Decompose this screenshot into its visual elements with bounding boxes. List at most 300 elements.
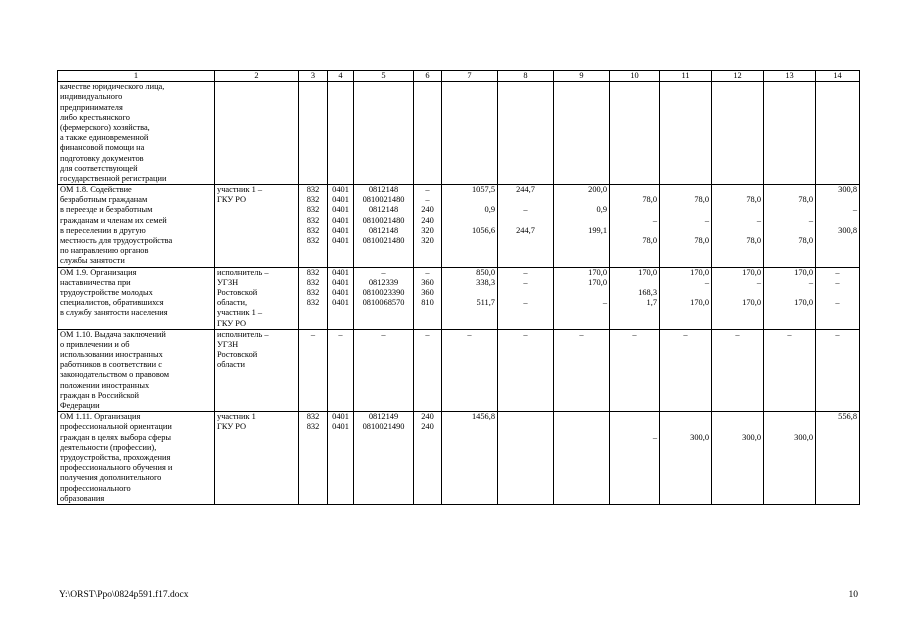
cell-line: использовании иностранных [60,350,163,360]
cell-line: исполнитель – [217,267,269,277]
cell-line: ОМ 1.10. Выдача заключений [60,329,166,339]
table-cell [215,185,299,268]
table-cell [58,185,215,268]
cell-line [444,216,495,226]
cell-line: 0401 [332,412,349,422]
table-cell [712,267,764,329]
table-cell [816,412,860,505]
cell-line: 832 [306,205,320,215]
cell-line: 78,0 [746,195,761,205]
cell-line: 320 [421,225,434,235]
cell-line [444,422,495,432]
cell-line: 0812149 [368,412,399,422]
cell-line: 0810021490 [362,422,405,432]
table-cell [299,82,328,185]
table-row [58,267,860,329]
cell-line: службы занятости [60,256,125,266]
cell-line: деятельности (профессии), [60,442,157,452]
cell-line: 0401 [332,236,349,246]
table-cell [328,412,354,505]
cell-line: – [704,277,709,287]
cell-line: 0,9 [596,205,607,215]
table-cell [354,185,414,268]
cell-line: – [808,215,813,225]
cell-line: ГКУ РО [217,422,247,432]
cell-line: области, [217,298,248,308]
cell-line: – [310,329,316,339]
cell-line: – [835,277,840,287]
file-path: Y:\ORST\Ppo\0824p591.f17.docx [59,590,189,600]
cell-line: – [338,329,343,339]
cell-line: – [425,185,430,195]
cell-line: 320 [421,236,434,246]
cell-line: 810 [421,298,434,308]
cell-line: 170,0 [690,298,709,308]
cell-line: Ростовской [217,287,258,297]
cell-line [556,216,607,226]
cell-line: – [467,329,472,339]
cell-line: 0401 [332,298,349,308]
cell-line: – [704,215,709,225]
table-cell [442,329,498,412]
cell-line: ОМ 1.8. Содействие [60,185,132,195]
cell-line: 0401 [332,185,349,195]
cell-line: 170,0 [794,267,813,277]
column-header: 11 [660,71,712,82]
cell-line: 832 [306,422,320,432]
cell-line: 1,7 [646,298,657,308]
cell-line [766,288,813,298]
cell-line: наставничества при [60,277,131,287]
cell-line [612,185,657,195]
cell-line: 832 [306,267,320,277]
cell-line [766,205,813,215]
cell-line: 300,8 [838,185,857,195]
cell-line: – [523,205,528,215]
table-cell [610,412,660,505]
cell-line: – [425,329,430,339]
table-cell [610,267,660,329]
cell-line: 1057,5 [471,185,495,195]
cell-line: трудоустройстве молодых [60,287,153,297]
cell-line: 832 [306,225,320,235]
table-cell [414,412,442,505]
table-cell [816,82,860,185]
cell-line: 0401 [332,215,349,225]
table-cell [414,329,442,412]
cell-line: 511,7 [476,298,495,308]
cell-line: финансовой помощи на [60,143,145,153]
cell-line: по направлению органов [60,246,149,256]
cell-line: 78,0 [694,236,709,246]
table-cell [414,185,442,268]
cell-line [500,216,551,226]
header-row [58,71,860,82]
cell-line: 170,0 [742,298,761,308]
table-cell [58,82,215,185]
cell-line [714,422,761,432]
cell-line [612,226,657,236]
cell-line [662,412,709,422]
cell-line: гражданам и членам их семей [60,215,167,225]
table-cell [660,412,712,505]
cell-line: исполнитель – [217,329,269,339]
cell-line: местность для трудоустройства [60,236,173,246]
table-cell [414,267,442,329]
cell-line: 360 [421,287,434,297]
cell-line: подготовку документов [60,153,144,163]
cell-line: – [602,298,607,308]
table-cell [660,267,712,329]
column-header: 13 [764,71,816,82]
cell-line: 0810068570 [362,298,405,308]
table-cell [442,185,498,268]
cell-line: ОМ 1.11. Организация [60,412,141,422]
table-cell [498,82,554,185]
cell-line: 832 [306,287,320,297]
cell-line: – [835,267,840,277]
table-cell [554,412,610,505]
cell-line: участник 1 – [217,185,263,195]
cell-line: 78,0 [798,195,813,205]
cell-line: области [217,360,245,370]
cell-line: трудоустройства, прохождения [60,452,171,462]
cell-line: 0810021480 [362,215,405,225]
table-cell [816,185,860,268]
table-cell [354,267,414,329]
cell-line [500,288,551,298]
cell-line [444,288,495,298]
cell-line: – [756,215,761,225]
cell-line: – [425,195,430,205]
cell-line: граждан в Российской [60,390,140,400]
cell-line [612,412,657,422]
cell-line: (фермерского) хозяйства, [60,122,150,132]
cell-line: 170,0 [588,267,607,277]
cell-line: профессионального [60,483,131,493]
cell-line: – [835,298,840,308]
cell-line: 832 [306,215,320,225]
cell-line [766,226,813,236]
cell-line: 0401 [332,277,349,287]
table-cell [660,82,712,185]
cell-line: 240 [421,215,434,225]
cell-line: 1056,6 [471,225,495,235]
cell-line: ОМ 1.9. Организация [60,267,137,277]
cell-line: в переезде и безработным [60,205,153,215]
cell-line [818,288,857,298]
cell-line [818,236,857,246]
cell-line: – [808,277,813,287]
cell-line: 832 [306,185,320,195]
table-cell [610,329,660,412]
cell-line: УГЗН [217,277,239,287]
table-cell [554,267,610,329]
table-cell [442,82,498,185]
cell-line: 170,0 [638,267,657,277]
table-cell [554,82,610,185]
cell-line: 0401 [332,422,349,432]
table-cell [299,329,328,412]
cell-line: – [632,329,637,339]
cell-line [556,236,607,246]
cell-line: индивидуального [60,92,123,102]
cell-line: 0812148 [368,225,399,235]
table-cell [328,82,354,185]
table-cell [299,185,328,268]
cell-line [766,185,813,195]
cell-line: 170,0 [794,298,813,308]
cell-line: – [523,298,528,308]
cell-line: 244,7 [516,185,535,195]
cell-line [714,226,761,236]
table-cell [660,185,712,268]
column-header: 14 [816,71,860,82]
cell-line [612,278,657,288]
cell-line [662,226,709,236]
table-cell [215,329,299,412]
cell-line: – [683,329,688,339]
table-cell [58,267,215,329]
cell-line: – [579,329,584,339]
cell-line: 0812339 [368,277,399,287]
cell-line: – [523,277,528,287]
cell-line: работников в соответствии с [60,360,162,370]
cell-line: образования [60,493,105,503]
cell-line [500,236,551,246]
cell-line: 199,1 [588,225,607,235]
cell-line: – [787,329,792,339]
table-cell [328,185,354,268]
cell-line: 360 [421,277,434,287]
cell-line: Ростовской [217,350,258,360]
cell-line: 832 [306,277,320,287]
cell-line: – [381,329,386,339]
table-cell [712,185,764,268]
cell-line: граждан в целях выбора сферы [60,432,172,442]
cell-line: 0401 [332,225,349,235]
cell-line: 170,0 [588,277,607,287]
cell-line: ГКУ РО [217,195,247,205]
cell-line: – [756,277,761,287]
cell-line: предпринимателя [60,102,123,112]
cell-line [714,412,761,422]
cell-line: качестве юридического лица, [60,82,165,92]
cell-line: 338,3 [476,277,495,287]
column-header: 10 [610,71,660,82]
table-cell [442,412,498,505]
budget-table [57,70,860,505]
cell-line [612,422,657,432]
table-cell [712,412,764,505]
cell-line: 244,7 [516,225,535,235]
cell-line: профессиональной ориентации [60,422,172,432]
table-cell [215,412,299,505]
cell-line: 200,0 [588,185,607,195]
table-cell [498,412,554,505]
table-cell [816,267,860,329]
cell-line: 0810021480 [362,195,405,205]
cell-line: для соответствующей [60,163,138,173]
cell-line: участник 1 [217,412,256,422]
cell-line: 556,8 [838,412,857,422]
table-cell [764,412,816,505]
column-header: 4 [328,71,354,82]
table-cell [354,412,414,505]
table-cell [498,329,554,412]
cell-line: 1456,8 [471,412,495,422]
cell-line [714,288,761,298]
cell-line: 832 [306,195,320,205]
table-cell [764,267,816,329]
table-body [58,82,860,505]
cell-line [556,195,607,205]
column-header: 1 [58,71,215,82]
cell-line: 170,0 [742,267,761,277]
cell-line [818,216,857,226]
cell-line: 0810021480 [362,236,405,246]
table-cell [498,185,554,268]
cell-line: безработным гражданам [60,195,148,205]
column-header: 6 [414,71,442,82]
cell-line: – [835,329,840,339]
cell-line: 240 [421,205,434,215]
cell-line: – [652,215,657,225]
cell-line: 78,0 [642,236,657,246]
cell-line [818,195,857,205]
cell-line [662,205,709,215]
column-header: 8 [498,71,554,82]
table-cell [764,82,816,185]
cell-line: в переселении в другую [60,225,146,235]
cell-line: 170,0 [690,267,709,277]
cell-line: либо крестьянского [60,112,130,122]
cell-line [444,236,495,246]
cell-line: 240 [421,412,434,422]
cell-line: 78,0 [746,236,761,246]
table-row [58,185,860,268]
cell-line [766,422,813,432]
cell-line: а также единовременной [60,133,149,143]
table-cell [554,329,610,412]
cell-line: 0812148 [368,205,399,215]
cell-line: получения дополнительного [60,473,162,483]
cell-line: законодательством о правовом [60,370,170,380]
cell-line: – [652,432,657,442]
cell-line: Федерации [60,401,100,411]
table-cell [299,412,328,505]
cell-line: 78,0 [694,195,709,205]
table-cell [299,267,328,329]
column-header: 5 [354,71,414,82]
cell-line [662,422,709,432]
cell-line: профессионального обучения и [60,463,173,473]
table-cell [764,185,816,268]
table-cell [712,82,764,185]
table-cell [58,412,215,505]
cell-line: ГКУ РО [217,318,247,328]
cell-line [662,185,709,195]
cell-line: 300,8 [838,225,857,235]
table-cell [610,82,660,185]
cell-line: участник 1 – [217,308,263,318]
cell-line: 0401 [332,287,349,297]
table-cell [354,329,414,412]
column-header: 3 [299,71,328,82]
cell-line: 832 [306,236,320,246]
table-cell [414,82,442,185]
cell-line: 78,0 [798,236,813,246]
cell-line: 168,3 [638,287,657,297]
cell-line: положении иностранных [60,380,150,390]
cell-line [766,412,813,422]
table-row [58,412,860,505]
cell-line: 0401 [332,205,349,215]
cell-line: – [381,267,386,277]
table-cell [764,329,816,412]
cell-line: 832 [306,298,320,308]
column-header: 12 [712,71,764,82]
cell-line: – [523,329,528,339]
cell-line: – [425,267,430,277]
cell-line [714,185,761,195]
cell-line: – [735,329,740,339]
cell-line [556,288,607,298]
cell-line: 832 [306,412,320,422]
cell-line: 300,0 [794,432,813,442]
cell-line: 0401 [332,195,349,205]
cell-line: о привлечении и об [60,339,130,349]
cell-line: УГЗН [217,339,239,349]
cell-line: в службу занятости населения [60,308,168,318]
cell-line: 300,0 [690,432,709,442]
cell-line: 0810023390 [362,287,405,297]
cell-line [714,205,761,215]
column-header: 7 [442,71,498,82]
table-cell [328,267,354,329]
table-cell [442,267,498,329]
table-cell [816,329,860,412]
table-cell [660,329,712,412]
cell-line: – [852,205,857,215]
cell-line: 300,0 [742,432,761,442]
table-cell [58,329,215,412]
table-cell [215,267,299,329]
cell-line [500,195,551,205]
table-cell [554,185,610,268]
column-header: 9 [554,71,610,82]
cell-line [444,195,495,205]
cell-line: 0,9 [484,205,495,215]
cell-line: 240 [421,422,434,432]
table-cell [354,82,414,185]
table-cell [498,267,554,329]
cell-line: специалистов, обратившихся [60,298,164,308]
cell-line: 78,0 [642,195,657,205]
table-cell [215,82,299,185]
cell-line: 0812148 [368,185,399,195]
table-row [58,82,860,185]
cell-line [662,288,709,298]
table-cell [712,329,764,412]
page-number: 10 [848,590,858,600]
cell-line: государственной регистрации [60,173,167,183]
column-header: 2 [215,71,299,82]
cell-line: – [523,267,528,277]
table-row [58,329,860,412]
cell-line: 0401 [332,267,349,277]
cell-line [612,205,657,215]
